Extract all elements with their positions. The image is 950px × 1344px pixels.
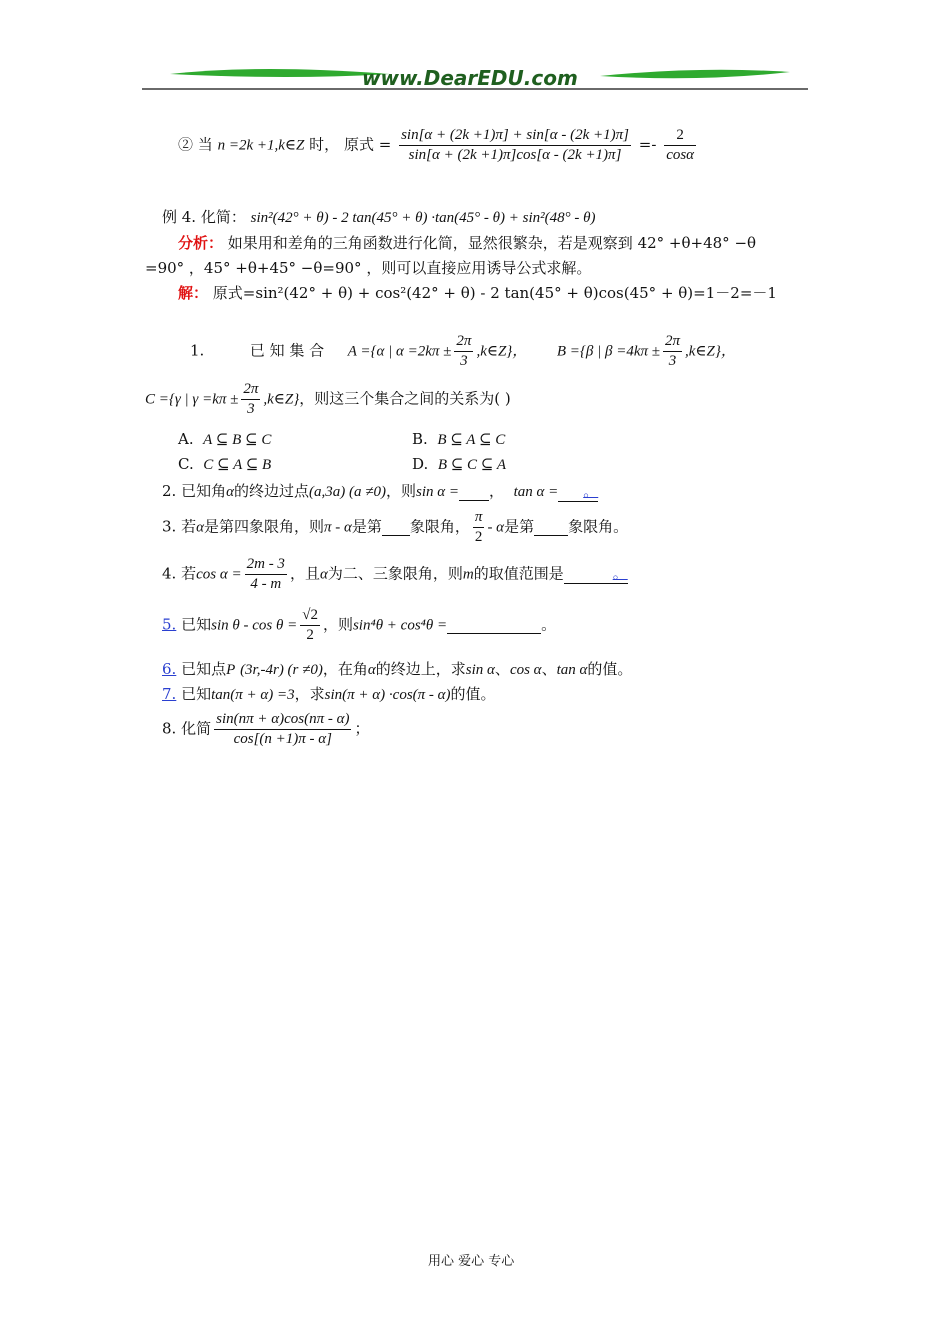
q4-num: 4. [162, 564, 177, 583]
q1-option-b[interactable] [412, 430, 505, 449]
q1-tail: ，则这三个集合之间的关系为( ) [299, 389, 511, 408]
q6-text2: ，在角 [322, 660, 368, 678]
q4-line [162, 555, 628, 594]
q3-blank2[interactable] [534, 517, 568, 536]
frac-den: 3 [247, 400, 255, 417]
q5-num: 5. [162, 615, 177, 634]
case2-fraction [399, 126, 631, 165]
q4-text2: ，且 [289, 564, 320, 583]
q4-text3: 为二、三象限角，则 [327, 564, 463, 583]
q6-sin: sin α [465, 662, 495, 678]
case2-line [178, 126, 699, 165]
q3-text2: 是第四象限角，则 [203, 517, 324, 536]
case2-yuanshi: 原式 = [343, 135, 392, 154]
q8-frac-den: cos[(n +1)π - α] [233, 730, 332, 747]
q6-num: 6. [162, 660, 177, 678]
q2-text2: 的终边过点 [233, 482, 309, 500]
q7-expr: tan(π + α) =3 [211, 687, 295, 703]
q2-tan: tan α = [513, 484, 559, 500]
frac-num: 2π [241, 380, 260, 400]
q1-setA-frac [454, 332, 473, 371]
q3-text5: 是第 [504, 517, 535, 536]
q6-text4: 的值。 [587, 660, 633, 678]
option-text: A ⊆ B ⊆ C [203, 432, 272, 448]
q8-num: 8. [162, 719, 177, 738]
example4-label: 例 4. 化简： [162, 208, 246, 226]
option-label: B. [412, 430, 428, 448]
page-footer: 用心 爱心 专心 [428, 1254, 515, 1269]
q4-frac-den: 4 - m [250, 575, 282, 592]
q7-text2: ，求 [294, 685, 325, 703]
q4-alpha: α [319, 566, 328, 583]
case2-shi: 时， [309, 135, 340, 154]
q1-line1 [190, 332, 736, 371]
q1-line2 [145, 380, 511, 419]
analysis-line1 [178, 232, 756, 253]
q7-num: 7. [162, 685, 177, 703]
case2-cond: n =2k +1,k∈Z [217, 137, 305, 154]
q2-sin: sin α = [415, 484, 459, 500]
q5-text2: ，则 [322, 615, 353, 634]
frac-den: 3 [668, 352, 677, 369]
analysis-text1: 如果用和差角的三角函数进行化简，显然很繁杂，若是观察到 42° +θ+48° −θ [227, 234, 757, 252]
q5-expr2: sin⁴θ + cos⁴θ = [352, 617, 448, 634]
case2-eq: =- [638, 135, 657, 154]
case2-result-num: 2 [664, 126, 696, 146]
q3-num: 3. [162, 517, 177, 536]
q4-m: m [462, 566, 474, 583]
q3-text6: 象限角。 [568, 517, 629, 536]
q3-fraction [473, 508, 485, 547]
q3-blank1[interactable] [382, 517, 410, 536]
q5-end: 。 [541, 615, 557, 634]
q5-expr: sin θ - cos θ = [211, 617, 298, 634]
example4-line [162, 206, 596, 227]
q4-end: 。 [612, 564, 628, 583]
q3-text3: 是第 [351, 517, 382, 536]
q3-line [162, 508, 628, 547]
q4-text4: 的取值范围是 [473, 564, 564, 583]
q6-point: (3r,-4r) (r ≠0) [240, 662, 323, 678]
q3-text4: 象限角， [409, 517, 470, 536]
q1-setB: B ={β | β =4kπ ± [556, 343, 660, 360]
q8-end: ； [354, 719, 370, 738]
q1-option-d[interactable] [412, 455, 506, 474]
q5-line [162, 606, 556, 645]
q1-setA: A ={α | α =2kπ ± [347, 343, 452, 360]
q8-fraction [214, 710, 351, 749]
analysis-label: 分析： [178, 234, 224, 252]
q2-blank-sin[interactable] [459, 482, 489, 501]
q2-text1: 已知角 [181, 482, 227, 500]
q4-fraction [245, 555, 287, 594]
q2-num: 2. [162, 482, 177, 500]
q4-blank[interactable] [564, 562, 628, 584]
q4-cos: cos α = [196, 566, 242, 583]
q2-alpha: α [226, 484, 234, 500]
q3-minus-alpha: - α [487, 519, 505, 536]
option-text: C ⊆ A ⊆ B [203, 457, 272, 473]
q3-text1: 若 [181, 517, 197, 536]
q3-frac-den: 2 [474, 528, 483, 545]
option-label: C. [178, 455, 194, 473]
case2-numerator: sin[α + (2k +1)π] + sin[α - (2k +1)π] [399, 126, 631, 146]
q1-setB-frac [663, 332, 682, 371]
analysis-line2: =90° ，45° +θ+45° −θ=90° ，则可以直接应用诱导公式求解。 [145, 259, 592, 277]
solution-label: 解： [178, 284, 209, 302]
frac-num: 2π [454, 332, 473, 352]
q1-setC-frac [241, 380, 260, 419]
q4-frac-num: 2m - 3 [245, 555, 287, 575]
q7-text3: 的值。 [450, 685, 496, 703]
frac-num: 2π [663, 332, 682, 352]
q1-option-a[interactable] [178, 430, 271, 449]
q1-setB-post: ,k∈Z}， [685, 343, 736, 360]
q1-setC: C ={γ | γ =kπ ± [145, 391, 239, 408]
q2-blank-tan[interactable] [558, 480, 598, 502]
option-label: A. [178, 430, 194, 448]
q8-line [162, 710, 370, 749]
case2-denominator: sin[α + (2k +1)π]cos[α - (2k +1)π] [408, 146, 622, 163]
option-text: B ⊆ A ⊆ C [437, 432, 506, 448]
q8-frac-num: sin(nπ + α)cos(nπ - α) [214, 710, 351, 730]
q2-point: (a,3a) (a ≠0) [309, 484, 386, 500]
option-label: D. [412, 455, 429, 473]
q5-blank[interactable] [447, 615, 541, 634]
q7-expr2: sin(π + α) ·cos(π - α) [324, 687, 451, 703]
q5-fraction [300, 606, 320, 645]
q7-line [162, 683, 496, 704]
q8-text1: 化简 [181, 719, 212, 738]
q6-cos: cos α [509, 662, 542, 678]
q1-setA-post: ,k∈Z}， [476, 343, 528, 360]
q1-lead: 已 知 集 合 [249, 341, 325, 360]
solution-text: 原式=sin²(42° + θ) + cos²(42° + θ) - 2 tan(45° + θ)cos(45° + θ)=1－2=－1 [212, 284, 777, 302]
option-text: B ⊆ C ⊆ A [437, 457, 507, 473]
q2-end: 。 [583, 482, 599, 500]
q1-setC-post: ,k∈Z} [263, 391, 300, 408]
q4-text1: 若 [181, 564, 197, 583]
q5-frac-num: √2 [300, 606, 320, 626]
q6-P: P [226, 662, 236, 678]
q6-sep2: 、 [541, 660, 557, 678]
case2-marker: ② [178, 135, 194, 154]
q6-text3: 的终边上，求 [375, 660, 466, 678]
site-name: www.DearEDU.com [362, 66, 578, 90]
case2-result-den: cosα [666, 146, 695, 163]
q6-tan: tan α [556, 662, 588, 678]
frac-den: 3 [460, 352, 468, 369]
q6-sep1: 、 [494, 660, 510, 678]
q3-alpha: α [196, 519, 204, 536]
example4-expr: sin²(42° + θ) - 2 tan(45° + θ) ·tan(45° - θ) + sin²(48° - θ) [250, 210, 596, 226]
q7-text1: 已知 [181, 685, 212, 703]
q5-frac-den: 2 [306, 626, 314, 643]
q2-line [162, 480, 598, 502]
q6-alpha: α [367, 662, 376, 678]
case2-intro: 当 [197, 135, 213, 154]
q2-text3: ，则 [385, 482, 416, 500]
q2-comma: ， [489, 482, 505, 500]
solution-line [178, 282, 777, 303]
q5-text1: 已知 [181, 615, 212, 634]
q6-line [162, 658, 632, 679]
q1-num: 1. [190, 341, 205, 360]
q6-text1: 已知点 [181, 660, 227, 678]
q1-option-c[interactable] [178, 455, 271, 474]
q3-pi-minus-alpha: π - α [324, 519, 352, 536]
q3-frac-num: π [473, 508, 485, 528]
case2-result [664, 126, 696, 165]
